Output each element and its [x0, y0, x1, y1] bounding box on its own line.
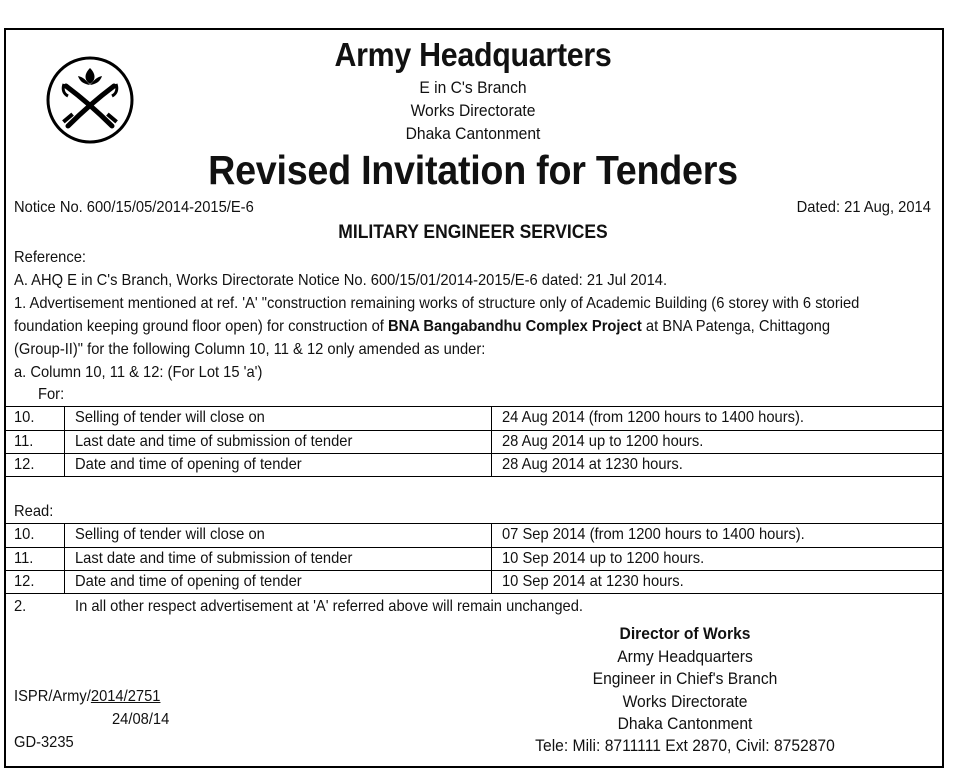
table-cell-no: 11. — [14, 550, 34, 567]
para2-text: In all other respect advertisement at 'A' referred above will remain unchanged. — [75, 598, 584, 615]
table-rule — [5, 476, 943, 477]
table-divider — [64, 523, 65, 593]
ispr-number: 2014/2751 — [90, 688, 161, 705]
signatory-line: Army Headquarters — [617, 647, 753, 666]
table-cell-no: 11. — [14, 433, 34, 450]
table-cell-value: 24 Aug 2014 (from 1200 hours to 1400 hours). — [502, 409, 804, 426]
table-cell-no: 12. — [14, 573, 35, 590]
ispr-reference — [14, 688, 160, 706]
table-cell-no: 10. — [14, 409, 35, 426]
table-cell-item: Date and time of opening of tender — [75, 456, 302, 473]
para1-line2-post: at BNA Patenga, Chittagong — [641, 318, 831, 335]
table-divider — [64, 406, 65, 476]
signatory-telephone: Tele: Mili: 8711111 Ext 2870, Civil: 8752870 — [535, 736, 835, 755]
project-name: BNA Bangabandhu Complex Project — [387, 318, 642, 335]
table-cell-item: Selling of tender will close on — [75, 526, 265, 543]
para2-number: 2. — [14, 598, 27, 615]
notice-number: Notice No. 600/15/05/2014-2015/E-6 — [14, 199, 254, 216]
gd-number: GD-3235 — [14, 734, 74, 751]
table-rule — [5, 430, 943, 431]
signatory-line: Engineer in Chief's Branch — [592, 669, 778, 688]
table-cell-value: 28 Aug 2014 at 1230 hours. — [502, 456, 683, 473]
table-cell-item: Last date and time of submission of tender — [75, 550, 353, 567]
table-rule — [5, 593, 943, 594]
table-cell-no: 10. — [14, 526, 35, 543]
table-cell-item: Selling of tender will close on — [75, 409, 265, 426]
main-title: Revised Invitation for Tenders — [208, 147, 738, 193]
reference-label: Reference: — [14, 249, 87, 266]
table-rule — [5, 547, 943, 548]
ispr-prefix: ISPR/Army/ — [14, 688, 91, 705]
header-directorate: Works Directorate — [410, 101, 536, 120]
table-cell-value: 07 Sep 2014 (from 1200 hours to 1400 hours). — [502, 526, 805, 543]
table-cell-no: 12. — [14, 456, 35, 473]
signatory-line: Works Directorate — [622, 692, 748, 711]
table-cell-item: Date and time of opening of tender — [75, 573, 302, 590]
para1-line1: 1. Advertisement mentioned at ref. 'A' "construction remaining works of structure only of Academic Building (6 storey with 6 storied — [14, 295, 860, 312]
para1-line2-pre: foundation keeping ground floor open) for construction of — [14, 318, 388, 335]
table-rule — [5, 523, 943, 524]
table-cell-value: 10 Sep 2014 at 1230 hours. — [502, 573, 684, 590]
table-divider — [491, 523, 492, 593]
table-rule — [5, 406, 943, 407]
signatory-line: Dhaka Cantonment — [617, 714, 753, 733]
header-title: Army Headquarters — [334, 36, 612, 73]
reference-a: A. AHQ E in C's Branch, Works Directorate Notice No. 600/15/01/2014-2015/E-6 dated: 21 Jul 2014. — [14, 272, 668, 289]
signatory-title: Director of Works — [619, 624, 751, 643]
table-rule — [5, 453, 943, 454]
table-rule — [5, 570, 943, 571]
header-branch: E in C's Branch — [419, 78, 527, 97]
table-cell-item: Last date and time of submission of tender — [75, 433, 353, 450]
header-location: Dhaka Cantonment — [405, 124, 541, 143]
ispr-date: 24/08/14 — [112, 711, 170, 728]
notice-date: Dated: 21 Aug, 2014 — [796, 199, 931, 216]
table-divider — [491, 406, 492, 476]
para-a: a. Column 10, 11 & 12: (For Lot 15 'a') — [14, 364, 263, 381]
para1-line3: (Group-II)" for the following Column 10, 11 & 12 only amended as under: — [14, 341, 486, 358]
table-cell-value: 10 Sep 2014 up to 1200 hours. — [502, 550, 705, 567]
para1-line2 — [14, 318, 830, 336]
read-label: Read: — [14, 503, 54, 520]
table-cell-value: 28 Aug 2014 up to 1200 hours. — [502, 433, 704, 450]
for-label: For: — [38, 386, 65, 403]
service-heading: MILITARY ENGINEER SERVICES — [338, 222, 608, 243]
